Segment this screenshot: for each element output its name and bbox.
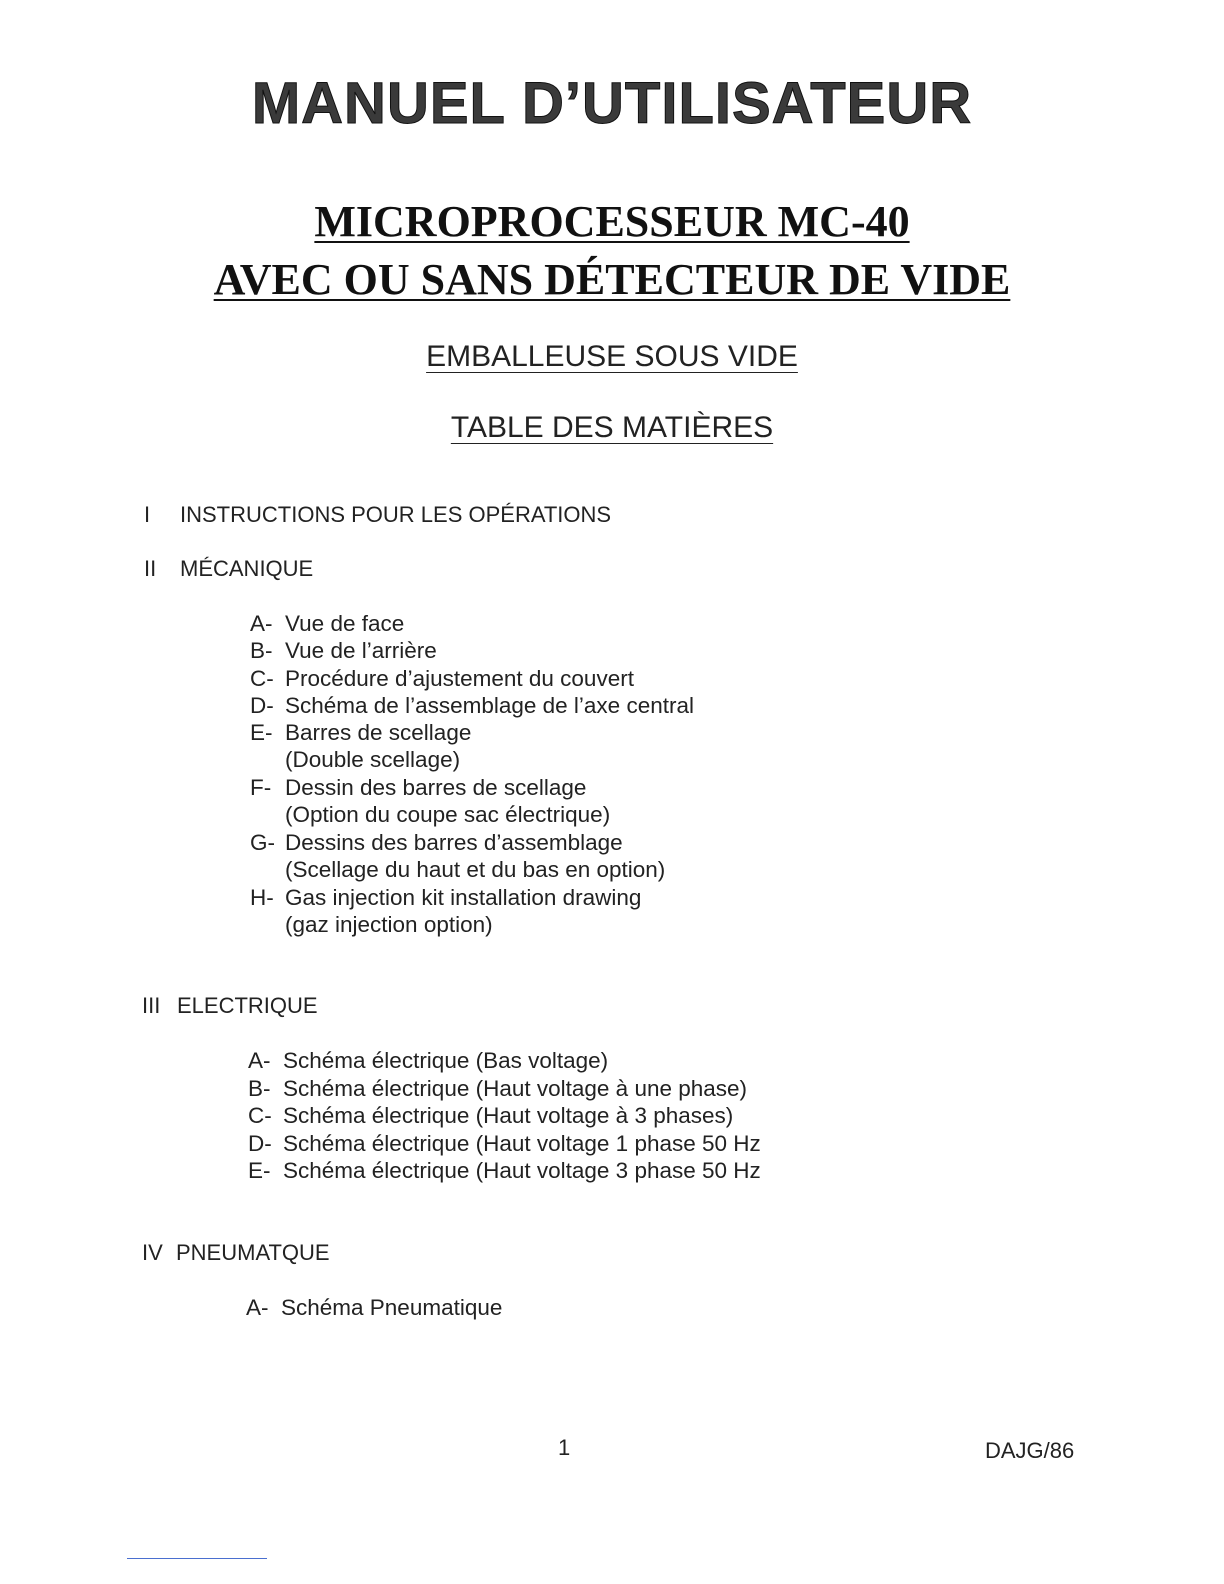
document-code: DAJG/86 <box>985 1438 1075 1463</box>
item-letter: A- <box>250 611 273 636</box>
item-text: Schéma électrique (Haut voltage à une phase) <box>283 1076 748 1101</box>
section-number: IV <box>142 1240 163 1265</box>
machine-heading <box>0 340 1224 374</box>
item-letter: D- <box>250 693 274 718</box>
toc-section-3 <box>142 993 318 1019</box>
section-title: MÉCANIQUE <box>180 556 314 581</box>
section-title: PNEUMATQUE <box>176 1240 330 1265</box>
item-text: Schéma électrique (Haut voltage 1 phase 50 Hz <box>283 1131 761 1156</box>
item-letter: H- <box>250 885 274 910</box>
item-letter: E- <box>250 720 273 745</box>
section-number: III <box>142 993 161 1018</box>
section-title: INSTRUCTIONS POUR LES OPÉRATIONS <box>180 502 612 527</box>
machine-heading-text: EMBALLEUSE SOUS VIDE <box>426 340 798 373</box>
item-letter: A- <box>248 1048 271 1073</box>
section-number: II <box>144 556 157 581</box>
item-note: (Scellage du haut et du bas en option) <box>285 857 666 882</box>
section-title: ELECTRIQUE <box>177 993 318 1018</box>
product-subtitle <box>0 254 1224 305</box>
toc-section-1 <box>144 502 611 528</box>
page-number: 1 <box>558 1435 571 1460</box>
item-text: Procédure d’ajustement du couvert <box>285 666 634 691</box>
item-text: Vue de face <box>285 611 405 636</box>
item-note: (Double scellage) <box>285 747 461 772</box>
product-title <box>0 196 1224 247</box>
item-letter: D- <box>248 1131 272 1156</box>
section-number: I <box>144 502 151 527</box>
item-letter: A- <box>246 1295 269 1320</box>
product-title-text: MICROPROCESSEUR MC-40 <box>314 197 910 246</box>
product-subtitle-text: AVEC OU SANS DÉTECTEUR DE VIDE <box>213 255 1011 304</box>
item-text: Schéma de l’assemblage de l’axe central <box>285 693 694 718</box>
item-text: Schéma Pneumatique <box>281 1295 503 1320</box>
item-letter: C- <box>250 666 274 691</box>
item-letter: F- <box>250 775 272 800</box>
item-text: Dessin des barres de scellage <box>285 775 587 800</box>
item-text: Schéma électrique (Bas voltage) <box>283 1048 609 1073</box>
item-text: Vue de l’arrière <box>285 638 437 663</box>
item-letter: E- <box>248 1158 271 1183</box>
document-title: MANUEL D’UTILISATEUR <box>251 71 973 136</box>
toc-heading-text: TABLE DES MATIÈRES <box>450 411 774 444</box>
item-letter: C- <box>248 1103 272 1128</box>
item-text: Barres de scellage <box>285 720 472 745</box>
toc-section-4 <box>142 1240 330 1266</box>
footnote-divider <box>127 1558 267 1559</box>
item-text: Dessins des barres d’assemblage <box>285 830 623 855</box>
item-letter: B- <box>248 1076 271 1101</box>
toc-section-2 <box>144 556 313 582</box>
item-text: Schéma électrique (Haut voltage à 3 phases) <box>283 1103 734 1128</box>
item-text: Gas injection kit installation drawing <box>285 885 642 910</box>
item-letter: G- <box>250 830 275 855</box>
item-note: (Option du coupe sac électrique) <box>285 802 611 827</box>
item-letter: B- <box>250 638 273 663</box>
item-note: (gaz injection option) <box>285 912 493 937</box>
toc-heading <box>0 411 1224 445</box>
item-text: Schéma électrique (Haut voltage 3 phase 50 Hz <box>283 1158 761 1183</box>
